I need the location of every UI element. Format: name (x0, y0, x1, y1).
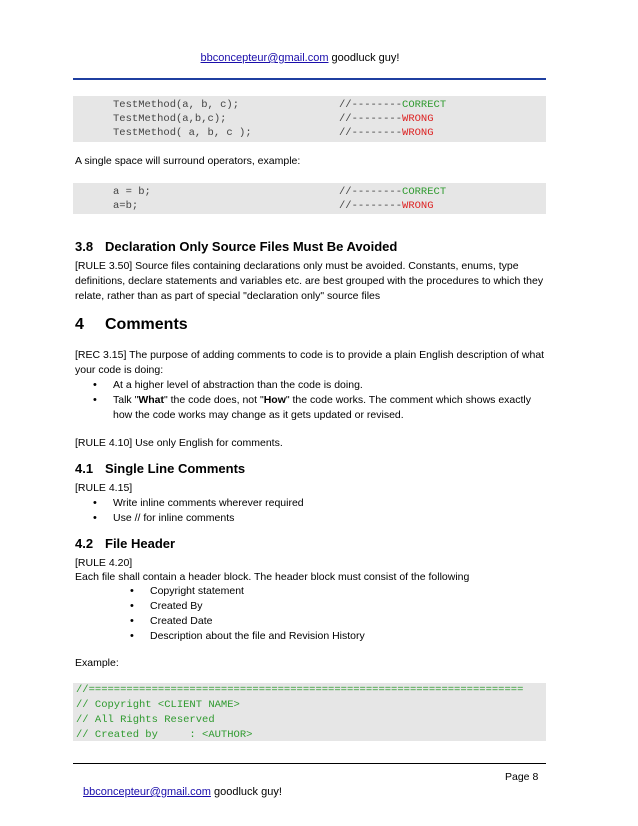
code-block-operators (73, 183, 546, 214)
list-item: • Created By (150, 599, 540, 614)
list-item: • Created Date (150, 614, 540, 629)
header-email-link[interactable]: bbconcepteur@gmail.com (200, 52, 329, 64)
list-item: • Description about the file and Revision History (150, 629, 540, 644)
paragraph-rule-4-10: [RULE 4.10] Use only English for comments. (75, 437, 283, 449)
code-line: TestMethod( a, b, c ); (113, 127, 252, 139)
code-block-method-calls (73, 96, 546, 142)
comment-purpose-list (113, 378, 543, 423)
code-line: a = b; (113, 186, 151, 198)
section-heading-4-2: 4.2 File Header (75, 536, 176, 551)
page-header (0, 52, 600, 64)
list-item: • Copyright statement (150, 584, 540, 599)
footer-divider (73, 763, 546, 764)
paragraph-rec-3-15: [REC 3.15] The purpose of adding comments to code is to provide a plain English description of what your code is doing: (75, 349, 545, 376)
section-heading-4: 4 Comments (75, 316, 188, 333)
footer-tagline: goodluck guy! (210, 786, 282, 798)
code-block-file-header (73, 683, 546, 741)
file-header-contents-list (150, 584, 540, 644)
example-label: Example: (75, 657, 119, 669)
code-comment: //--------WRONG (339, 200, 434, 212)
rule-4-15: [RULE 4.15] (75, 482, 133, 494)
paragraph-rule-3-50: [RULE 3.50] Source files containing declarations only must be avoided. Constants, enums, type definitions, declare statements and variables etc. are best grouped with the procedures to which they relate, rather than as part of special "declaration only" source files (75, 260, 544, 302)
section-heading-4-1: 4.1 Single Line Comments (75, 461, 246, 476)
code-comment: //--------CORRECT (339, 186, 447, 198)
header-divider (73, 78, 546, 80)
code-comment: //--------WRONG (339, 113, 434, 125)
code-line: // All Rights Reserved (76, 714, 215, 726)
page-footer (83, 786, 282, 798)
verdict-correct: CORRECT (402, 186, 447, 198)
list-item: • Use // for inline comments (113, 511, 543, 526)
footer-email-link[interactable]: bbconcepteur@gmail.com (83, 786, 211, 798)
code-comment: //--------CORRECT (339, 99, 447, 111)
code-line: //===================================================================== (76, 684, 524, 696)
verdict-wrong: WRONG (402, 200, 434, 212)
page-number: Page 8 (505, 771, 539, 783)
header-tagline: goodluck guy! (328, 52, 400, 64)
verdict-wrong: WRONG (402, 127, 434, 139)
list-item: • Talk "What" the code does, not "How" the code works. The comment which shows exactly how the code works may change as it gets updated or revised. (113, 393, 543, 423)
rule-4-20: [RULE 4.20] (75, 557, 133, 569)
verdict-wrong: WRONG (402, 113, 434, 125)
verdict-correct: CORRECT (402, 99, 447, 111)
code-line: TestMethod(a, b, c); (113, 99, 240, 111)
code-line: a=b; (113, 200, 139, 212)
paragraph-file-header: Each file shall contain a header block. The header block must consist of the following (75, 571, 470, 583)
single-line-comment-list (113, 496, 543, 526)
list-item: • At a higher level of abstraction than the code is doing. (113, 378, 543, 393)
paragraph-operators: A single space will surround operators, example: (75, 155, 301, 167)
code-comment: //--------WRONG (339, 127, 434, 139)
code-line: // Created by : <AUTHOR> (76, 729, 253, 741)
code-line: TestMethod(a,b,c); (113, 113, 227, 125)
list-item: • Write inline comments wherever required (113, 496, 543, 511)
code-line: // Copyright <CLIENT NAME> (76, 699, 240, 711)
section-heading-3-8: 3.8 Declaration Only Source Files Must Be Avoided (75, 239, 398, 254)
